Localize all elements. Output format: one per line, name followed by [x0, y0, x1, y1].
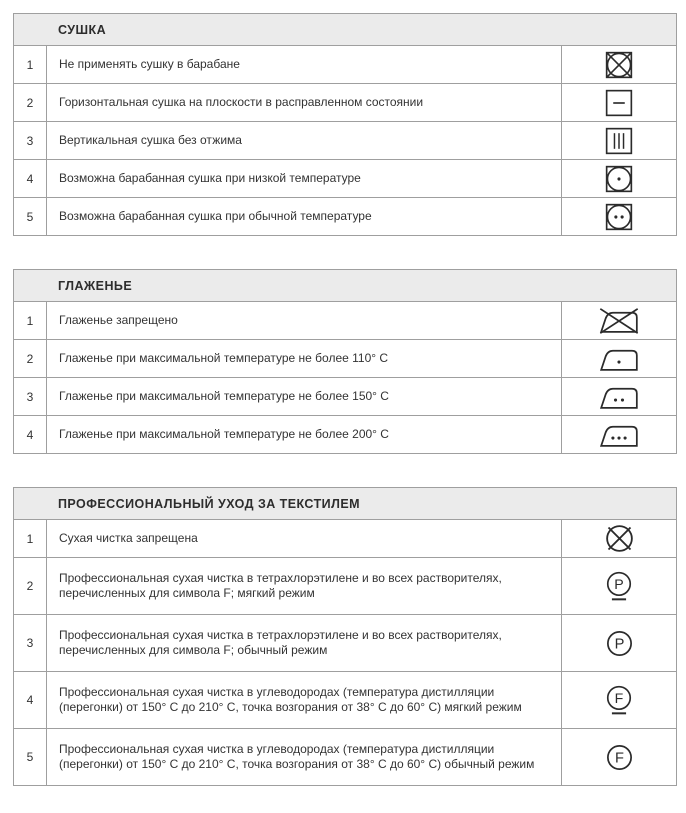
table-row — [14, 121, 676, 159]
row-number: 4 — [14, 416, 47, 453]
table-row — [14, 45, 676, 83]
tumble-dry-low-temp-icon — [561, 160, 676, 197]
do-not-iron-icon — [561, 302, 676, 339]
row-number: 5 — [14, 198, 47, 235]
table-row — [14, 614, 676, 671]
do-not-dry-clean-icon — [561, 520, 676, 557]
do-not-tumble-dry-icon — [561, 46, 676, 83]
dry-clean-p-icon — [561, 615, 676, 671]
row-description: Горизонтальная сушка на плоскости в расправленном состоянии — [59, 95, 424, 109]
row-number: 2 — [14, 84, 47, 121]
table-row — [14, 557, 676, 614]
row-description: Глаженье запрещено — [59, 313, 178, 327]
drying-table — [13, 13, 677, 236]
dry-clean-p-underlined-icon — [561, 558, 676, 614]
iron-two-dots-icon — [561, 378, 676, 415]
table-row — [14, 197, 676, 235]
table-row — [14, 159, 676, 197]
row-number: 3 — [14, 615, 47, 671]
row-description: Профессиональная сухая чистка в тетрахлорэтилене и во всех растворителях, перечисленных для символа F; мягкий режим — [59, 571, 502, 600]
ironing-table — [13, 269, 677, 454]
table-row — [14, 339, 676, 377]
table-row — [14, 301, 676, 339]
table-row — [14, 83, 676, 121]
row-description: Возможна барабанная сушка при обычной температуре — [59, 209, 372, 223]
row-description: Сухая чистка запрещена — [59, 531, 198, 545]
row-number: 2 — [14, 340, 47, 377]
ironing-table-title: ГЛАЖЕНЬЕ — [14, 270, 676, 301]
table-row — [14, 377, 676, 415]
dry-clean-letter: P — [614, 636, 624, 653]
row-number: 1 — [14, 520, 47, 557]
row-description: Профессиональная сухая чистка в углеводородах (температура дистилляции (перегонки) от 150° C до 210° C, точка возгорания от 38° C до 60° C) мягкий режим — [59, 685, 522, 714]
row-description: Вертикальная сушка без отжима — [59, 133, 242, 147]
row-number: 3 — [14, 122, 47, 159]
row-number: 5 — [14, 729, 47, 785]
table-row — [14, 671, 676, 728]
row-description: Возможна барабанная сушка при низкой температуре — [59, 171, 361, 185]
professional-care-table — [13, 487, 677, 786]
professional-care-table-title: ПРОФЕССИОНАЛЬНЫЙ УХОД ЗА ТЕКСТИЛЕМ — [14, 488, 676, 519]
row-description: Не применять сушку в барабане — [59, 57, 240, 71]
table-row — [14, 519, 676, 557]
row-number: 2 — [14, 558, 47, 614]
drip-dry-vertical-icon — [561, 122, 676, 159]
row-description: Глаженье при максимальной температуре не более 150° C — [59, 389, 389, 403]
row-description: Профессиональная сухая чистка в углеводородах (температура дистилляции (перегонки) от 150° C до 210° C, точка возгорания от 38° C до 60° C) обычный режим — [59, 742, 535, 771]
iron-three-dots-icon — [561, 416, 676, 453]
row-number: 1 — [14, 46, 47, 83]
tumble-dry-normal-temp-icon — [561, 198, 676, 235]
dry-clean-letter: F — [614, 750, 624, 767]
drying-table-title: СУШКА — [14, 14, 676, 45]
row-description: Глаженье при максимальной температуре не более 200° C — [59, 427, 389, 441]
row-number: 4 — [14, 160, 47, 197]
table-row — [14, 415, 676, 453]
table-row — [14, 728, 676, 785]
dry-flat-icon — [561, 84, 676, 121]
iron-one-dot-icon — [561, 340, 676, 377]
row-description: Глаженье при максимальной температуре не более 110° C — [59, 351, 389, 365]
dry-clean-letter: P — [614, 576, 624, 593]
row-number: 1 — [14, 302, 47, 339]
dry-clean-f-icon — [561, 729, 676, 785]
row-number: 3 — [14, 378, 47, 415]
dry-clean-f-underlined-icon — [561, 672, 676, 728]
row-description: Профессиональная сухая чистка в тетрахлорэтилене и во всех растворителях, перечисленных для символа F; обычный режим — [59, 628, 502, 657]
row-number: 4 — [14, 672, 47, 728]
dry-clean-letter: F — [614, 690, 624, 707]
